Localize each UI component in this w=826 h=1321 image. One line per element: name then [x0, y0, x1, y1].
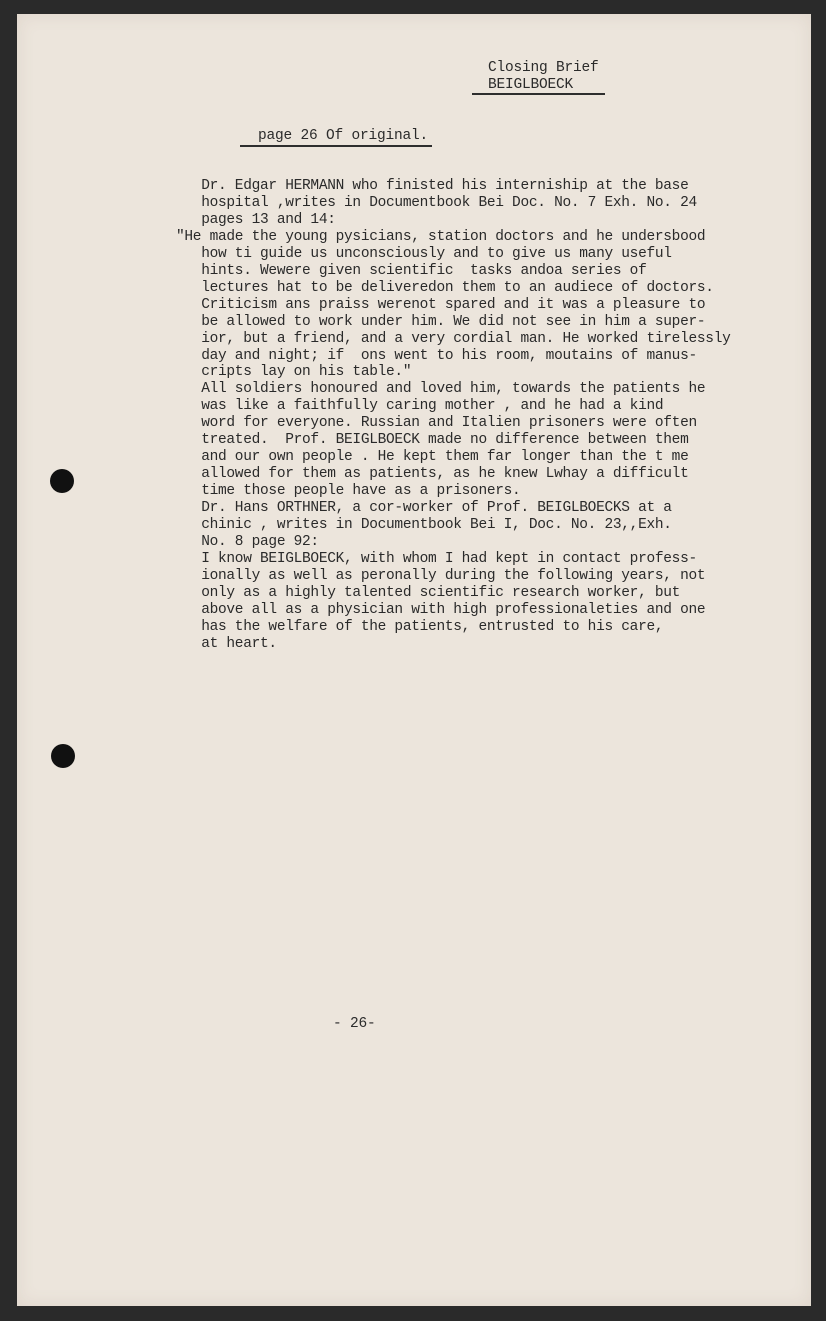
- text-line: No. 8 page 92:: [176, 534, 319, 551]
- text-line: treated. Prof. BEIGLBOECK made no difference between them: [176, 432, 689, 449]
- text-line: ionally as well as peronally during the following years, not: [176, 567, 706, 584]
- header-underline: [472, 93, 605, 95]
- text-line: I know BEIGLBOECK, with whom I had kept in contact profess-: [176, 550, 697, 567]
- text-line: chinic , writes in Documentbook Bei I, Doc. No. 23,,Exh.: [176, 517, 672, 534]
- text-line: how ti guide us unconsciously and to give us many useful: [176, 245, 672, 262]
- header-title: Closing Brief: [488, 60, 599, 76]
- page-reference: page 26 Of original.: [258, 128, 429, 144]
- text-line: hints. Wewere given scientific tasks andoa series of: [176, 262, 647, 279]
- text-line: and our own people . He kept them far longer than the t me: [176, 449, 689, 466]
- text-line: Dr. Hans ORTHNER, a cor-worker of Prof. BEIGLBOECKS at a: [176, 500, 672, 517]
- text-line: pages 13 and 14:: [176, 211, 336, 228]
- text-line: allowed for them as patients, as he knew Lwhay a difficult: [176, 466, 689, 483]
- text-line: "He made the young pysicians, station doctors and he undersbood: [176, 228, 706, 245]
- text-line: cripts lay on his table.": [176, 364, 412, 381]
- text-line: at heart.: [176, 635, 277, 652]
- text-line: word for everyone. Russian and Italien prisoners were often: [176, 415, 697, 432]
- punch-hole: [51, 744, 75, 768]
- text-line: time those people have as a prisoners.: [176, 483, 521, 500]
- text-line: above all as a physician with high professionaleties and one: [176, 601, 706, 618]
- text-line: has the welfare of the patients, entrusted to his care,: [176, 618, 664, 635]
- text-line: be allowed to work under him. We did not see in him a super-: [176, 313, 706, 330]
- text-line: day and night; if ons went to his room, moutains of manus-: [176, 347, 697, 364]
- text-line: lectures hat to be deliveredon them to an audiece of doctors.: [176, 279, 714, 296]
- document-header: [488, 60, 599, 94]
- text-line: Criticism ans praiss werenot spared and it was a pleasure to: [176, 296, 706, 313]
- text-line: Dr. Edgar HERMANN who finisted his interniship at the base: [176, 178, 689, 194]
- text-line: ior, but a friend, and a very cordial man. He worked tirelessly: [176, 330, 731, 347]
- text-line: All soldiers honoured and loved him, towards the patients he: [176, 381, 706, 398]
- page-number: - 26-: [333, 1016, 376, 1032]
- text-line: was like a faithfully caring mother , and he had a kind: [176, 398, 664, 415]
- text-line: hospital ,writes in Documentbook Bei Doc. No. 7 Exh. No. 24: [176, 194, 697, 211]
- text-line: only as a highly talented scientific research worker, but: [176, 584, 681, 601]
- header-subject: BEIGLBOECK: [488, 77, 574, 93]
- punch-hole: [50, 469, 74, 493]
- body-text: [176, 178, 731, 653]
- page-reference-underline: [240, 145, 432, 147]
